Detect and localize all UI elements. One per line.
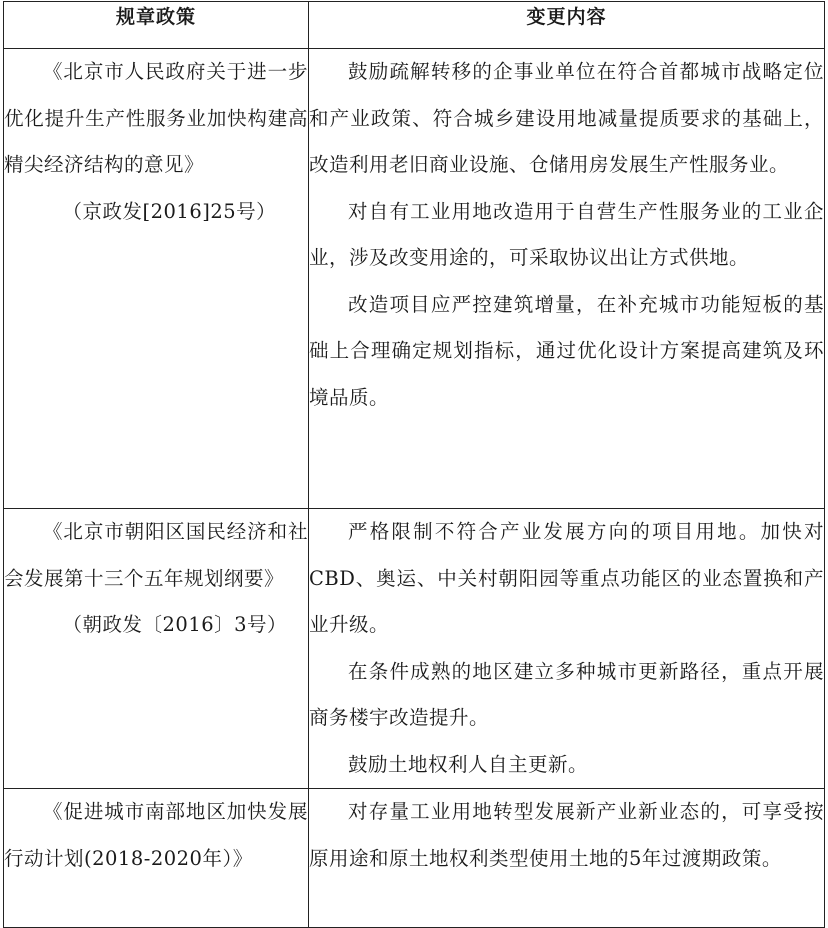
policy-cell: [4, 509, 309, 789]
change-paragraph: 鼓励疏解转移的企事业单位在符合首都城市战略定位和产业政策、符合城乡建设用地减量提质要求的基础上，改造利用老旧商业设施、仓储用房发展生产性服务业。: [309, 60, 824, 176]
change-cell: [309, 789, 825, 928]
change-paragraph: 改造项目应严控建筑增量，在补充城市功能短板的基础上合理确定规划指标，通过优化设计方案提高建筑及环境品质。: [309, 292, 824, 409]
policy-doc-number: （京政发[2016]25号）: [62, 199, 277, 223]
header-policy: 规章政策: [4, 2, 309, 49]
policy-title: 《北京市人民政府关于进一步优化提升生产性服务业加快构建高精尖经济结构的意见》: [4, 60, 308, 176]
policy-title: 《北京市朝阳区国民经济和社会发展第十三个五年规划纲要》: [4, 520, 308, 590]
change-paragraph: 对自有工业用地改造用于自营生产性服务业的工业企业，涉及改变用途的，可采取协议出让方式供地。: [309, 199, 824, 269]
table-header-row: [4, 2, 825, 49]
change-paragraph: 严格限制不符合产业发展方向的项目用地。加快对CBD、奥运、中关村朝阳园等重点功能区的业态置换和产业升级。: [309, 520, 824, 636]
policy-cell: [4, 49, 309, 509]
policy-table: [3, 1, 825, 928]
change-cell: [309, 49, 825, 509]
header-change: 变更内容: [309, 2, 825, 49]
policy-title: 《促进城市南部地区加快发展行动计划(2018-2020年）》: [4, 800, 308, 870]
change-paragraph: 在条件成熟的地区建立多种城市更新路径，重点开展商务楼宇改造提升。: [309, 659, 824, 729]
policy-cell: [4, 789, 309, 928]
table-row: [4, 49, 825, 509]
change-cell: [309, 509, 825, 789]
change-paragraph: 鼓励土地权利人自主更新。: [348, 752, 589, 776]
table-row: [4, 509, 825, 789]
table-row: [4, 789, 825, 928]
policy-doc-number: （朝政发〔2016〕3号）: [62, 613, 288, 636]
change-paragraph: 对存量工业用地转型发展新产业新业态的，可享受按原用途和原土地权利类型使用土地的5年过渡期政策。: [309, 800, 824, 870]
